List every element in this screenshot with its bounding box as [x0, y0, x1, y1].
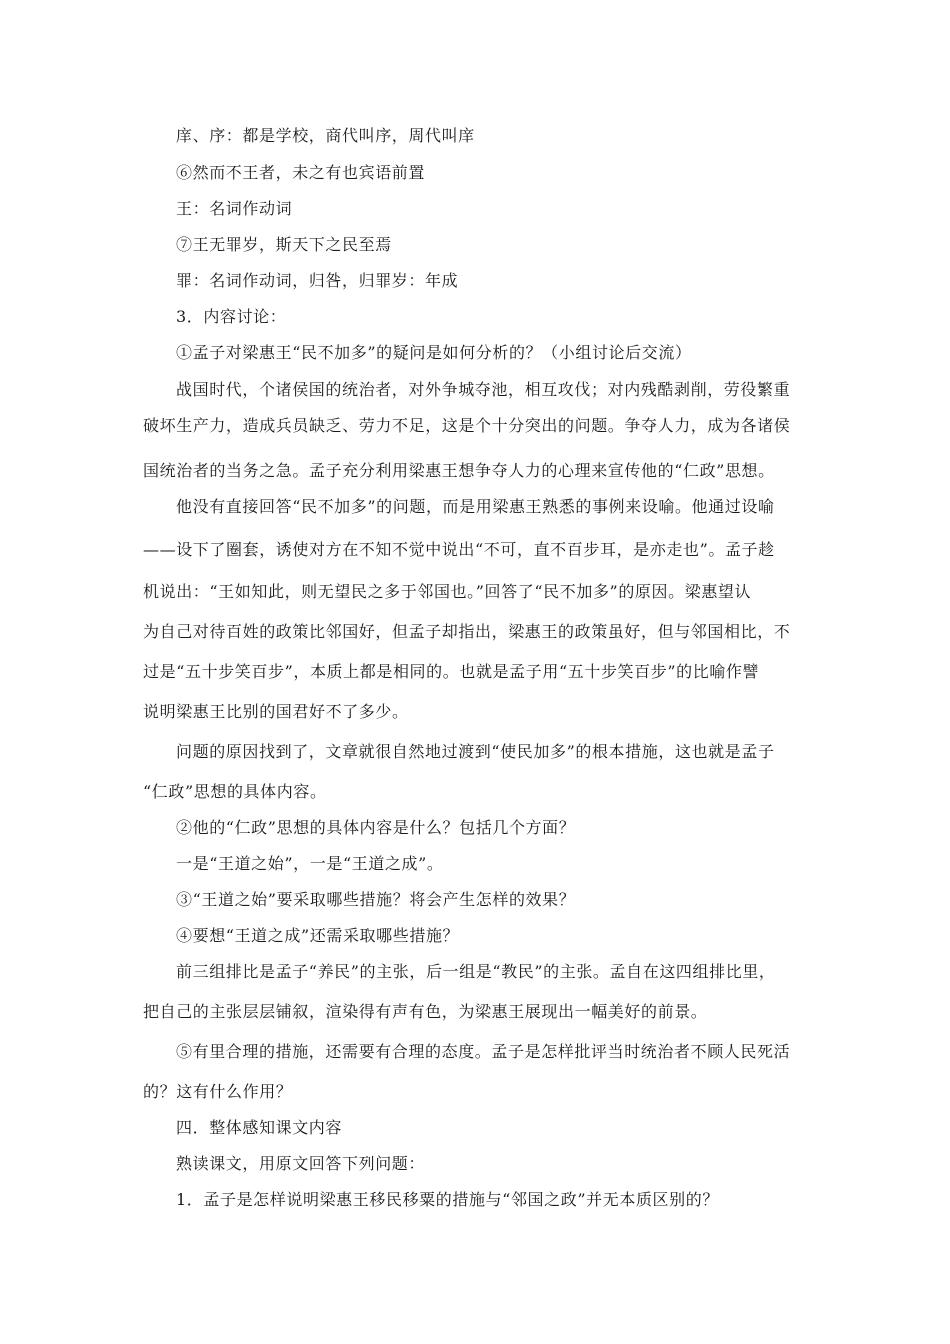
paragraph-line: 把自己的主张层层铺叙，渲染得有声有色，为梁惠王展现出一幅美好的前景。 [143, 1002, 708, 1021]
text-line: 庠、序：都是学校，商代叫序，周代叫庠 [176, 126, 475, 145]
text-line: 罪：名词作动词，归咎，归罪岁：年成 [176, 271, 459, 290]
instruction-line: 熟读课文，用原文回答下列问题： [176, 1154, 426, 1173]
question-line: ③“王道之始”要采取哪些措施？将会产生怎样的效果？ [176, 890, 576, 909]
paragraph-line: 说明梁惠王比别的国君好不了多少。 [143, 702, 409, 721]
question-line: ①孟子对梁惠王“民不加多”的疑问是如何分析的？（小组讨论后交流） [176, 343, 692, 362]
answer-line: 一是“王道之始”，一是“王道之成”。 [176, 854, 444, 873]
section-heading: 3．内容讨论： [176, 307, 287, 326]
paragraph-line: 前三组排比是孟子“养民”的主张，后一组是“教民”的主张。孟自在这四组排比里， [176, 962, 776, 981]
paragraph-line: 他没有直接回答“民不加多”的问题，而是用梁惠王熟悉的事例来设喻。他通过设喻 [176, 497, 775, 516]
paragraph-line: ——设下了圈套，诱使对方在不知不觉中说出“不可，直不百步耳，是亦走也”。孟子趁 [143, 540, 775, 559]
paragraph-line: 战国时代，个诸侯国的统治者，对外争城夺池，相互攻伐；对内残酷剥削，劳役繁重 [176, 380, 791, 399]
question-line: ④要想“王道之成”还需采取哪些措施？ [176, 926, 460, 945]
text-line: ⑦王无罪岁，斯天下之民至焉 [176, 235, 392, 254]
paragraph-line: “仁政”思想的具体内容。 [143, 782, 327, 801]
section-heading: 四．整体感知课文内容 [176, 1118, 343, 1137]
paragraph-line: 机说出：“王如知此，则无望民之多于邻国也。”回答了“民不加多”的原因。梁惠望认 [143, 582, 752, 601]
paragraph-line: 国统治者的当务之急。孟子充分利用梁惠王想争夺人力的心理来宣传他的“仁政”思想。 [143, 461, 775, 480]
paragraph-line: 问题的原因找到了，文章就很自然地过渡到“使民加多”的根本措施，这也就是孟子 [176, 742, 775, 761]
text-line: 王：名词作动词 [176, 199, 293, 218]
question-line: ②他的“仁政”思想的具体内容是什么？包括几个方面？ [176, 818, 576, 837]
paragraph-line: 为自己对待百姓的政策比邻国好，但孟子却指出，梁惠王的政策虽好，但与邻国相比，不 [143, 622, 791, 641]
question-line: 的？这有什么作用？ [143, 1082, 293, 1101]
question-line: ⑤有里合理的措施，还需要有合理的态度。孟子是怎样批评当时统治者不顾人民死活 [176, 1042, 791, 1061]
paragraph-line: 破坏生产力，造成兵员缺乏、劳力不足，这是个十分突出的问题。争夺人力，成为各诸侯 [143, 416, 791, 435]
paragraph-line: 过是“五十步笑百步”，本质上都是相同的。也就是孟子用“五十步笑百步”的比喻作譬 [143, 662, 760, 681]
text-line: ⑥然而不王者，未之有也宾语前置 [176, 163, 426, 182]
question-line: 1．孟子是怎样说明梁惠王移民移粟的措施与“邻国之政”并无本质区别的？ [176, 1190, 719, 1209]
